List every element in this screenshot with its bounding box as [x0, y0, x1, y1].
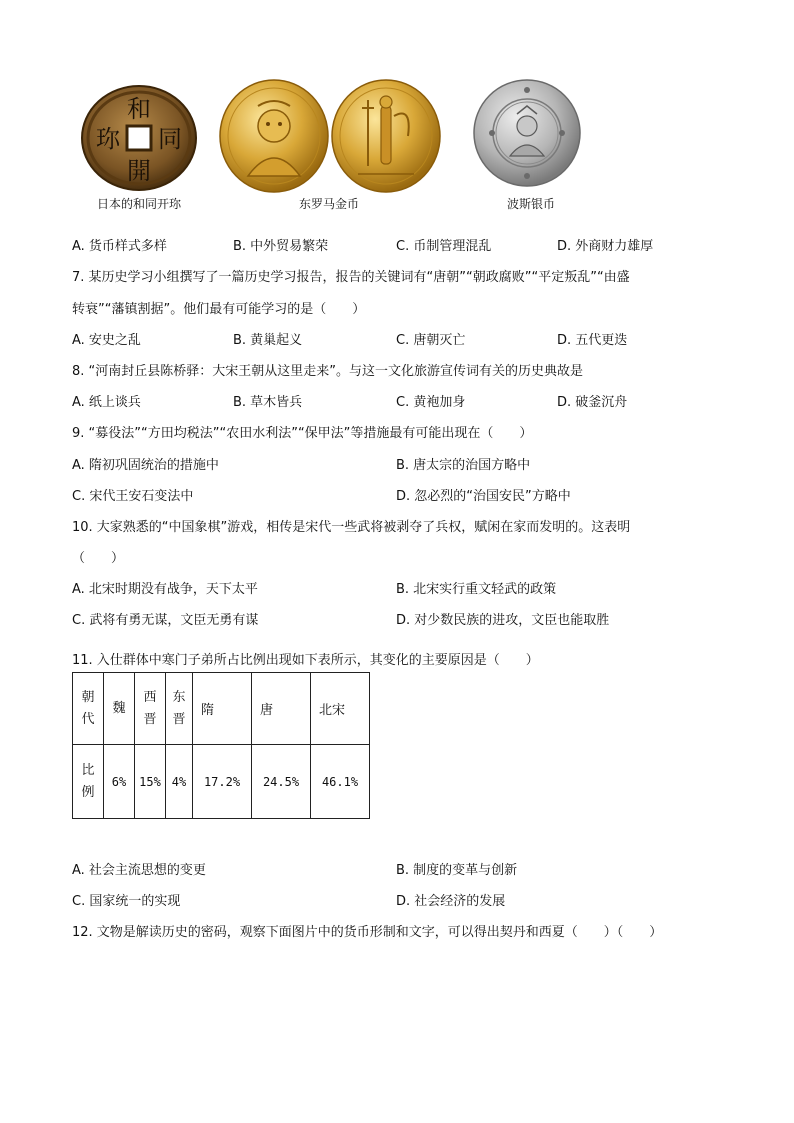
q8-option-c: C. 黄袍加身: [396, 395, 466, 410]
q8-option-a: A. 纸上谈兵: [72, 395, 141, 410]
caption-byzantine-gold: 东罗马金币: [299, 197, 360, 211]
q10-option-a: A. 北宋时期没有战争，天下太平: [72, 582, 258, 597]
q6-option-a: A. 货币样式多样: [72, 239, 167, 254]
table-header-dynasty: 朝代: [73, 673, 104, 745]
table-cell-dynasty: 唐: [252, 673, 311, 745]
coin-glyph-top: 和: [127, 95, 151, 123]
q9-option-d: D. 忽必烈的“治国安民”方略中: [396, 489, 571, 504]
table-row-dynasty: [73, 673, 370, 745]
q9-stem: 9. “募役法”“方田均税法”“农田水利法”“保甲法”等措施最有可能出现在（ ）: [72, 426, 533, 441]
persian-silver-coin-image: [472, 78, 582, 188]
table-cell-ratio: 15%: [135, 745, 166, 819]
coin-glyph-left: 珎: [96, 125, 120, 153]
coin-glyph-bottom: 開: [127, 157, 151, 185]
q11-option-d: D. 社会经济的发展: [396, 894, 506, 909]
table-row-ratio: [73, 745, 370, 819]
table-cell-dynasty: 隋: [193, 673, 252, 745]
q8-option-b: B. 草木皆兵: [233, 395, 303, 410]
q7-option-b: B. 黄巢起义: [233, 333, 303, 348]
q7-option-d: D. 五代更迭: [557, 333, 628, 348]
q10-option-c: C. 武将有勇无谋，文臣无勇有谋: [72, 613, 259, 628]
caption-wadokaichin: 日本的和同开珎: [97, 197, 182, 211]
q7-option-a: A. 安史之乱: [72, 333, 141, 348]
q10-option-d: D. 对少数民族的进攻，文臣也能取胜: [396, 613, 610, 628]
q11-ratio-table: [72, 672, 370, 819]
q7-stem-line1: 7. 某历史学习小组撰写了一篇历史学习报告，报告的关键词有“唐朝”“朝政腐败”“平定叛乱”“由盛: [72, 270, 630, 285]
coin-glyph-right: 同: [158, 125, 182, 153]
q7-option-c: C. 唐朝灭亡: [396, 333, 466, 348]
q6-option-c: C. 币制管理混乱: [396, 239, 492, 254]
q8-option-d: D. 破釜沉舟: [557, 395, 628, 410]
q6-option-b: B. 中外贸易繁荣: [233, 239, 329, 254]
table-cell-ratio: 17.2%: [193, 745, 252, 819]
caption-persian-silver: 波斯银币: [507, 197, 556, 211]
table-cell-dynasty: 北宋: [311, 673, 370, 745]
q8-stem: 8. “河南封丘县陈桥驿：大宋王朝从这里走来”。与这一文化旅游宣传词有关的历史典故是: [72, 364, 584, 379]
q11-stem: 11. 入仕群体中寒门子弟所占比例出现如下表所示，其变化的主要原因是（ ）: [72, 653, 539, 668]
table-cell-dynasty: 西晋: [135, 673, 166, 745]
q11-option-c: C. 国家统一的实现: [72, 894, 181, 909]
table-header-ratio: 比例: [73, 745, 104, 819]
table-cell-ratio: 24.5%: [252, 745, 311, 819]
q7-stem-line2: 转衰”“藩镇割据”。他们最有可能学习的是（ ）: [72, 302, 366, 317]
table-cell-ratio: 46.1%: [311, 745, 370, 819]
table-cell-ratio: 6%: [104, 745, 135, 819]
q9-option-a: A. 隋初巩固统治的措施中: [72, 458, 219, 473]
q10-stem-line1: 10. 大家熟悉的“中国象棋”游戏，相传是宋代一些武将被剥夺了兵权，赋闲在家而发明的。这表明: [72, 520, 631, 535]
q6-option-d: D. 外商财力雄厚: [557, 239, 654, 254]
q11-option-a: A. 社会主流思想的变更: [72, 863, 206, 878]
table-cell-dynasty: 魏: [104, 673, 135, 745]
q10-stem-line2: （ ）: [72, 551, 125, 566]
table-cell-ratio: 4%: [166, 745, 193, 819]
wadokaichin-coin-image: [80, 84, 198, 192]
q11-option-b: B. 制度的变革与创新: [396, 863, 518, 878]
q9-option-c: C. 宋代王安石变法中: [72, 489, 194, 504]
table-cell-dynasty: 东晋: [166, 673, 193, 745]
q12-stem: 12. 文物是解读历史的密码，观察下面图片中的货币形制和文字，可以得出契丹和西夏（ ）（ ）: [72, 925, 663, 940]
q10-option-b: B. 北宋实行重文轻武的政策: [396, 582, 557, 597]
q9-option-b: B. 唐太宗的治国方略中: [396, 458, 531, 473]
byzantine-gold-coin-image: [218, 76, 442, 194]
